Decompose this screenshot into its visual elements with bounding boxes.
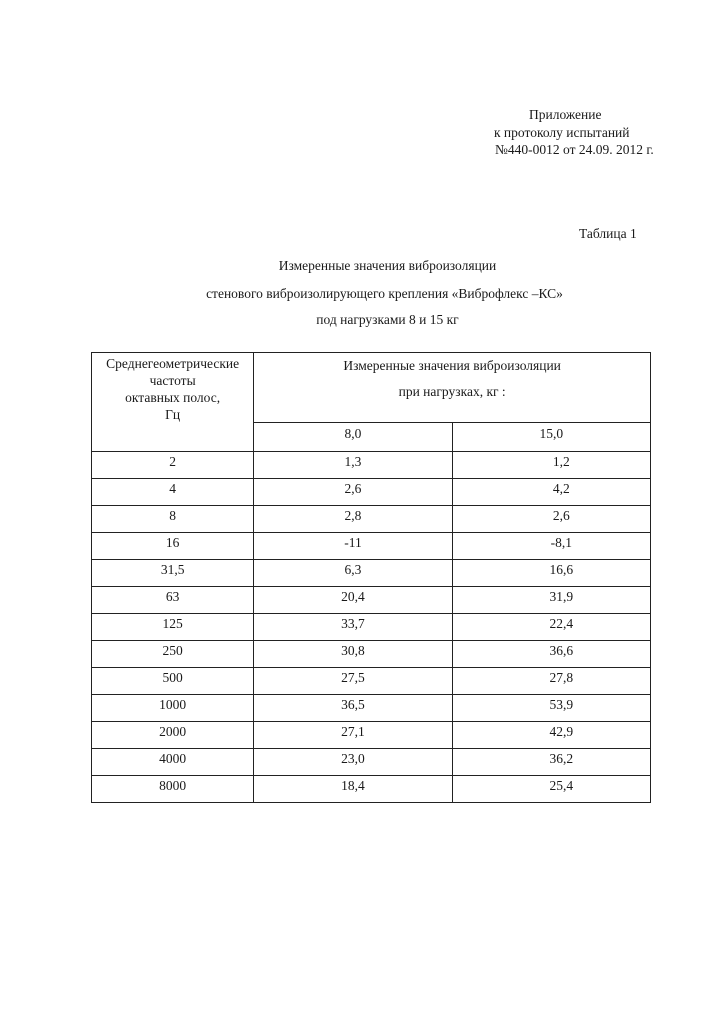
isolation-group-header: Измеренные значения виброизоляции при нагрузках, кг : [254,353,651,423]
value-15kg-cell: 16,6 [452,560,650,587]
value-8kg-cell: 18,4 [254,776,452,803]
value-15kg-cell: 31,9 [452,587,650,614]
table-row [92,776,651,803]
table-row [92,587,651,614]
table-row [92,479,651,506]
freq-cell: 31,5 [92,560,254,587]
value-8kg-cell: 36,5 [254,695,452,722]
value-8kg-cell: 27,1 [254,722,452,749]
value-8kg-cell: 2,8 [254,506,452,533]
freq-cell: 16 [92,533,254,560]
freq-cell: 4 [92,479,254,506]
freq-cell: 63 [92,587,254,614]
value-15kg-cell: 4,2 [452,479,650,506]
freq-cell: 2000 [92,722,254,749]
table-header-row [92,353,651,423]
table-caption-line-2: стенового виброизолирующего крепления «Виброфлекс –КС» [206,286,563,301]
table-number: Таблица 1 [579,226,637,241]
load-15-header: 15,0 [452,422,650,451]
freq-cell: 1000 [92,695,254,722]
table-row [92,722,651,749]
value-8kg-cell: 30,8 [254,641,452,668]
freq-cell: 250 [92,641,254,668]
table-caption-line-3: под нагрузками 8 и 15 кг [316,312,459,327]
freq-cell: 4000 [92,749,254,776]
value-15kg-cell: 53,9 [452,695,650,722]
value-15kg-cell: 42,9 [452,722,650,749]
value-15kg-cell: 25,4 [452,776,650,803]
value-8kg-cell: 20,4 [254,587,452,614]
value-8kg-cell: 1,3 [254,452,452,479]
table-row [92,533,651,560]
appendix-protocol-number: №440-0012 от 24.09. 2012 г. [495,142,654,157]
value-15kg-cell: 2,6 [452,506,650,533]
value-8kg-cell: 23,0 [254,749,452,776]
value-15kg-cell: 1,2 [452,452,650,479]
value-15kg-cell: 22,4 [452,614,650,641]
vibration-isolation-table [91,352,651,803]
appendix-protocol-ref: к протоколу испытаний [494,125,630,140]
table-row [92,452,651,479]
table-row [92,668,651,695]
value-15kg-cell: 36,2 [452,749,650,776]
freq-cell: 125 [92,614,254,641]
table-caption-line-1: Измеренные значения виброизоляции [278,258,497,273]
value-15kg-cell: 27,8 [452,668,650,695]
value-15kg-cell: -8,1 [452,533,650,560]
load-8-header: 8,0 [254,422,452,451]
table-row [92,506,651,533]
freq-cell: 8 [92,506,254,533]
value-8kg-cell: 2,6 [254,479,452,506]
freq-column-header: Среднегеометрические частоты октавных полос, Гц [92,353,254,452]
table-row [92,614,651,641]
value-8kg-cell: 27,5 [254,668,452,695]
value-8kg-cell: -11 [254,533,452,560]
value-15kg-cell: 36,6 [452,641,650,668]
value-8kg-cell: 33,7 [254,614,452,641]
table-row [92,695,651,722]
freq-cell: 8000 [92,776,254,803]
freq-cell: 2 [92,452,254,479]
value-8kg-cell: 6,3 [254,560,452,587]
table-row [92,641,651,668]
appendix-title: Приложение [529,107,602,122]
table-row [92,560,651,587]
freq-cell: 500 [92,668,254,695]
table-row [92,749,651,776]
